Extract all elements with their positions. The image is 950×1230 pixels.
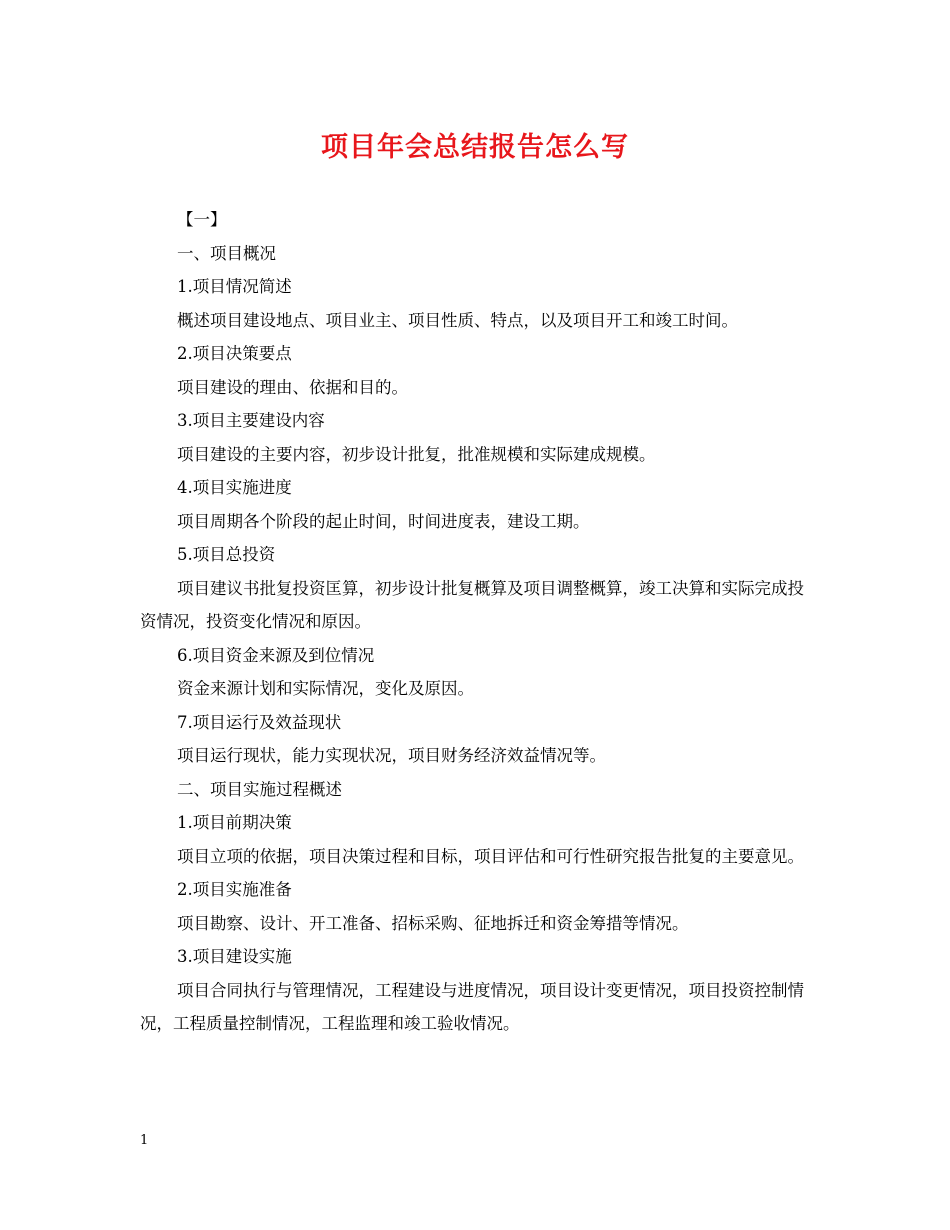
subsection-heading: 5.项目总投资 — [177, 545, 276, 564]
section-heading: 二、项目实施过程概述 — [177, 779, 342, 799]
subsection-heading: 6.项目资金来源及到位情况 — [177, 645, 375, 665]
section-marker: 【一】 — [177, 210, 227, 229]
subsection-heading: 1.项目情况简述 — [177, 277, 292, 296]
body-paragraph: 项目勘察、设计、开工准备、招标采购、征地拆迁和资金筹措等情况。 — [177, 913, 689, 933]
subsection-heading: 3.项目主要建设内容 — [177, 411, 325, 430]
page-number: 1 — [140, 1133, 149, 1148]
document-body — [140, 203, 820, 1041]
subsection-heading: 1.项目前期决策 — [177, 813, 292, 832]
body-paragraph: 项目运行现状，能力实现状况，项目财务经济效益情况等。 — [177, 746, 606, 765]
subsection-heading: 2.项目实施准备 — [177, 880, 292, 899]
body-paragraph: 项目建设的理由、依据和目的。 — [177, 377, 408, 397]
body-paragraph: 项目建设的主要内容，初步设计批复，批准规模和实际建成规模。 — [177, 444, 656, 464]
subsection-heading: 3.项目建设实施 — [177, 947, 292, 966]
body-paragraph: 概述项目建设地点、项目业主、项目性质、特点，以及项目开工和竣工时间。 — [177, 310, 738, 330]
body-paragraph: 资金来源计划和实际情况，变化及原因。 — [177, 679, 474, 698]
body-paragraph: 项目建议书批复投资匡算，初步设计批复概算及项目调整概算，竣工决算和实际完成投资情况，投资变化情况和原因。 — [140, 578, 804, 631]
section-heading: 一、项目概况 — [177, 243, 276, 263]
subsection-heading: 2.项目决策要点 — [177, 344, 292, 363]
body-paragraph: 项目立项的依据，项目决策过程和目标，项目评估和可行性研究报告批复的主要意见。 — [177, 846, 804, 866]
subsection-heading: 4.项目实施进度 — [177, 478, 292, 497]
document-title: 项目年会总结报告怎么写 — [321, 132, 629, 163]
body-paragraph: 项目合同执行与管理情况，工程建设与进度情况，项目设计变更情况，项目投资控制情况，工程质量控制情况，工程监理和竣工验收情况。 — [140, 980, 804, 1033]
body-paragraph: 项目周期各个阶段的起止时间，时间进度表，建设工期。 — [177, 511, 590, 531]
subsection-heading: 7.项目运行及效益现状 — [177, 712, 342, 732]
